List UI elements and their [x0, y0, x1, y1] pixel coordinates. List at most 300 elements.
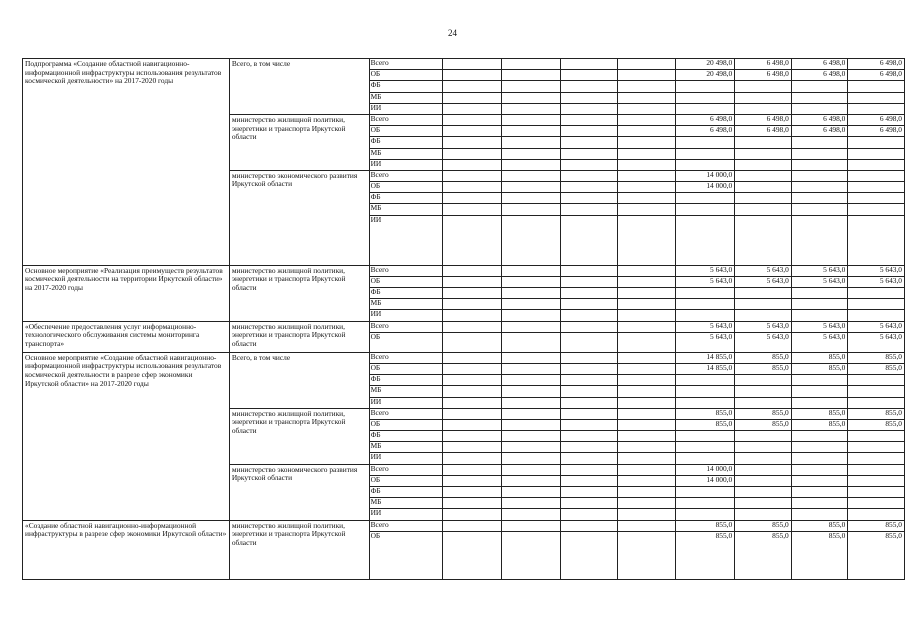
value-cell: 6 498,0 [791, 114, 848, 125]
value-cell [502, 276, 561, 287]
funding-source-cell: Всего [369, 265, 442, 276]
funding-source-cell: ОБ [369, 332, 442, 352]
funding-source-cell: ФБ [369, 193, 442, 204]
value-cell [735, 215, 792, 265]
value-cell [848, 215, 905, 265]
value-cell [561, 498, 618, 509]
value-cell: 5 643,0 [848, 276, 905, 287]
value-cell: 6 498,0 [675, 126, 735, 137]
value-cell [442, 431, 501, 442]
value-cell [561, 215, 618, 265]
table-row [23, 59, 905, 70]
value-cell [791, 487, 848, 498]
value-cell [618, 126, 675, 137]
value-cell: 6 498,0 [675, 114, 735, 125]
value-cell [561, 453, 618, 464]
value-cell [675, 159, 735, 170]
page-number: 24 [448, 28, 457, 38]
value-cell [848, 453, 905, 464]
value-cell [561, 408, 618, 419]
value-cell [848, 170, 905, 181]
value-cell [561, 332, 618, 352]
value-cell [618, 531, 675, 579]
value-cell: 855,0 [848, 531, 905, 579]
value-cell [675, 442, 735, 453]
table-row [23, 265, 905, 276]
value-cell [502, 193, 561, 204]
value-cell [502, 487, 561, 498]
value-cell: 6 498,0 [848, 59, 905, 70]
value-cell [675, 204, 735, 215]
executor-cell: министерство жилищной политики, энергетики и транспорта Иркутской области [229, 520, 369, 579]
value-cell [442, 397, 501, 408]
funding-source-cell: Всего [369, 170, 442, 181]
value-cell [735, 442, 792, 453]
value-cell: 5 643,0 [675, 265, 735, 276]
value-cell: 14 000,0 [675, 182, 735, 193]
value-cell [502, 92, 561, 103]
value-cell [442, 487, 501, 498]
value-cell: 6 498,0 [735, 126, 792, 137]
value-cell [561, 419, 618, 430]
value-cell [791, 397, 848, 408]
value-cell [791, 137, 848, 148]
value-cell [561, 276, 618, 287]
program-name-cell: «Обеспечение предоставления услуг информационно-технологического обслуживания системы мониторинга транспорта» [23, 321, 230, 352]
value-cell: 5 643,0 [735, 321, 792, 332]
value-cell [442, 182, 501, 193]
value-cell [442, 321, 501, 332]
value-cell [502, 453, 561, 464]
value-cell [791, 498, 848, 509]
value-cell [561, 442, 618, 453]
value-cell: 6 498,0 [735, 114, 792, 125]
value-cell [848, 509, 905, 520]
value-cell: 5 643,0 [791, 265, 848, 276]
value-cell [561, 193, 618, 204]
value-cell [791, 386, 848, 397]
value-cell [442, 299, 501, 310]
value-cell [442, 81, 501, 92]
value-cell [848, 431, 905, 442]
value-cell: 855,0 [791, 419, 848, 430]
value-cell [502, 159, 561, 170]
value-cell [561, 386, 618, 397]
value-cell [618, 520, 675, 531]
value-cell [735, 92, 792, 103]
value-cell [848, 159, 905, 170]
value-cell [442, 92, 501, 103]
value-cell [618, 375, 675, 386]
value-cell [442, 276, 501, 287]
value-cell [442, 453, 501, 464]
value-cell [735, 182, 792, 193]
value-cell [618, 509, 675, 520]
program-name-cell: Основное мероприятие «Реализация преимуществ результатов космической деятельности на территории Иркутской области» на 2017-2020 годы [23, 265, 230, 321]
value-cell [442, 498, 501, 509]
executor-cell: министерство жилищной политики, энергетики и транспорта Иркутской области [229, 114, 369, 170]
value-cell [735, 310, 792, 321]
value-cell [848, 375, 905, 386]
value-cell [848, 103, 905, 114]
value-cell [791, 204, 848, 215]
funding-source-cell: МБ [369, 386, 442, 397]
value-cell [735, 81, 792, 92]
value-cell [442, 126, 501, 137]
funding-source-cell: ФБ [369, 81, 442, 92]
value-cell: 855,0 [675, 531, 735, 579]
value-cell: 5 643,0 [675, 332, 735, 352]
value-cell [442, 204, 501, 215]
value-cell [618, 59, 675, 70]
budget-table [22, 58, 905, 580]
value-cell: 855,0 [848, 408, 905, 419]
value-cell [675, 299, 735, 310]
funding-source-cell: Всего [369, 520, 442, 531]
value-cell [791, 475, 848, 486]
value-cell: 6 498,0 [791, 126, 848, 137]
value-cell [502, 310, 561, 321]
value-cell [561, 170, 618, 181]
value-cell [618, 182, 675, 193]
program-name-cell: Подпрограмма «Создание областной навигационно-информационной инфраструктуры использования результатов космической деятельности» на 2017-2020 годы [23, 59, 230, 266]
value-cell [502, 352, 561, 363]
funding-source-cell: ФБ [369, 431, 442, 442]
funding-source-cell: ФБ [369, 288, 442, 299]
value-cell [618, 310, 675, 321]
value-cell [502, 148, 561, 159]
value-cell [618, 81, 675, 92]
value-cell [442, 137, 501, 148]
funding-source-cell: ИИ [369, 310, 442, 321]
value-cell [502, 137, 561, 148]
value-cell: 855,0 [735, 520, 792, 531]
value-cell [735, 170, 792, 181]
value-cell [618, 464, 675, 475]
funding-source-cell: МБ [369, 148, 442, 159]
value-cell [735, 148, 792, 159]
value-cell [675, 288, 735, 299]
value-cell [791, 431, 848, 442]
value-cell [848, 464, 905, 475]
value-cell [561, 70, 618, 81]
value-cell [848, 92, 905, 103]
value-cell [675, 487, 735, 498]
value-cell [791, 159, 848, 170]
value-cell [561, 114, 618, 125]
value-cell [735, 159, 792, 170]
funding-source-cell: ИИ [369, 159, 442, 170]
value-cell [735, 464, 792, 475]
value-cell: 5 643,0 [675, 276, 735, 287]
value-cell [618, 193, 675, 204]
value-cell [791, 288, 848, 299]
program-name-cell: «Создание областной навигационно-информационной инфраструктуры в разрезе сфер экономики Иркутской области» [23, 520, 230, 579]
executor-cell: министерство жилищной политики, энергетики и транспорта Иркутской области [229, 408, 369, 464]
value-cell [735, 397, 792, 408]
value-cell [791, 103, 848, 114]
value-cell [735, 386, 792, 397]
value-cell [502, 215, 561, 265]
value-cell [502, 419, 561, 430]
value-cell [618, 215, 675, 265]
value-cell [735, 103, 792, 114]
value-cell [442, 408, 501, 419]
value-cell [502, 59, 561, 70]
value-cell [618, 204, 675, 215]
value-cell [735, 375, 792, 386]
value-cell: 855,0 [791, 363, 848, 374]
funding-source-cell: МБ [369, 299, 442, 310]
funding-source-cell: ФБ [369, 375, 442, 386]
value-cell [442, 148, 501, 159]
value-cell [618, 265, 675, 276]
value-cell [502, 126, 561, 137]
value-cell: 5 643,0 [848, 265, 905, 276]
value-cell [561, 126, 618, 137]
value-cell: 855,0 [791, 520, 848, 531]
value-cell: 855,0 [848, 419, 905, 430]
value-cell [561, 397, 618, 408]
value-cell [502, 114, 561, 125]
funding-source-cell: ОБ [369, 70, 442, 81]
value-cell [502, 464, 561, 475]
executor-cell: Всего, в том числе [229, 59, 369, 115]
value-cell [848, 193, 905, 204]
value-cell [618, 487, 675, 498]
value-cell: 855,0 [735, 419, 792, 430]
funding-source-cell: МБ [369, 442, 442, 453]
value-cell [561, 321, 618, 332]
value-cell [618, 408, 675, 419]
value-cell [502, 475, 561, 486]
funding-source-cell: ОБ [369, 419, 442, 430]
value-cell [502, 408, 561, 419]
value-cell [502, 170, 561, 181]
value-cell [442, 288, 501, 299]
value-cell [735, 431, 792, 442]
value-cell: 855,0 [675, 520, 735, 531]
value-cell [675, 310, 735, 321]
value-cell [675, 103, 735, 114]
value-cell [618, 276, 675, 287]
funding-source-cell: МБ [369, 92, 442, 103]
value-cell [442, 363, 501, 374]
value-cell [618, 288, 675, 299]
value-cell [442, 159, 501, 170]
value-cell [618, 103, 675, 114]
value-cell [502, 386, 561, 397]
value-cell [442, 193, 501, 204]
value-cell [618, 137, 675, 148]
value-cell: 6 498,0 [735, 70, 792, 81]
value-cell [442, 215, 501, 265]
value-cell [791, 182, 848, 193]
value-cell [442, 386, 501, 397]
value-cell [561, 288, 618, 299]
value-cell [502, 397, 561, 408]
value-cell [848, 498, 905, 509]
executor-cell: министерство экономического развития Иркутской области [229, 464, 369, 520]
funding-source-cell: ОБ [369, 276, 442, 287]
value-cell: 14 000,0 [675, 475, 735, 486]
value-cell [735, 288, 792, 299]
value-cell [848, 386, 905, 397]
value-cell [675, 137, 735, 148]
value-cell [618, 363, 675, 374]
funding-source-cell: ФБ [369, 137, 442, 148]
value-cell [848, 137, 905, 148]
value-cell [675, 375, 735, 386]
value-cell [561, 464, 618, 475]
value-cell [618, 170, 675, 181]
value-cell [618, 321, 675, 332]
value-cell [561, 81, 618, 92]
value-cell: 855,0 [848, 363, 905, 374]
value-cell [442, 265, 501, 276]
value-cell [442, 70, 501, 81]
value-cell [502, 182, 561, 193]
value-cell [561, 520, 618, 531]
value-cell: 855,0 [735, 363, 792, 374]
value-cell: 6 498,0 [735, 59, 792, 70]
value-cell [561, 148, 618, 159]
value-cell: 5 643,0 [791, 332, 848, 352]
value-cell [791, 92, 848, 103]
value-cell [502, 81, 561, 92]
value-cell: 14 000,0 [675, 170, 735, 181]
funding-source-cell: Всего [369, 114, 442, 125]
value-cell [675, 509, 735, 520]
value-cell [675, 386, 735, 397]
value-cell [618, 419, 675, 430]
value-cell [675, 431, 735, 442]
value-cell: 855,0 [735, 352, 792, 363]
value-cell: 6 498,0 [791, 70, 848, 81]
value-cell [561, 375, 618, 386]
value-cell: 5 643,0 [735, 265, 792, 276]
value-cell [848, 299, 905, 310]
value-cell [502, 332, 561, 352]
value-cell: 855,0 [848, 352, 905, 363]
executor-cell: министерство жилищной политики, энергетики и транспорта Иркутской области [229, 321, 369, 352]
value-cell: 5 643,0 [735, 332, 792, 352]
value-cell [561, 310, 618, 321]
value-cell: 855,0 [735, 531, 792, 579]
funding-source-cell: ИИ [369, 509, 442, 520]
value-cell [618, 148, 675, 159]
value-cell [735, 299, 792, 310]
value-cell [675, 92, 735, 103]
funding-source-cell: ИИ [369, 215, 442, 265]
value-cell [502, 509, 561, 520]
value-cell [675, 193, 735, 204]
value-cell [618, 386, 675, 397]
value-cell [848, 81, 905, 92]
value-cell [502, 70, 561, 81]
value-cell [618, 498, 675, 509]
value-cell [735, 498, 792, 509]
value-cell [618, 442, 675, 453]
table-row [23, 321, 905, 332]
value-cell [442, 464, 501, 475]
value-cell: 20 498,0 [675, 59, 735, 70]
value-cell [561, 475, 618, 486]
value-cell [442, 375, 501, 386]
value-cell [561, 431, 618, 442]
value-cell [791, 170, 848, 181]
value-cell [848, 148, 905, 159]
value-cell [561, 509, 618, 520]
value-cell: 6 498,0 [848, 114, 905, 125]
value-cell: 855,0 [675, 408, 735, 419]
value-cell [848, 397, 905, 408]
value-cell [561, 531, 618, 579]
value-cell [442, 520, 501, 531]
funding-source-cell: МБ [369, 498, 442, 509]
value-cell [735, 509, 792, 520]
value-cell [502, 375, 561, 386]
value-cell [735, 475, 792, 486]
value-cell [735, 193, 792, 204]
value-cell [561, 487, 618, 498]
value-cell [848, 204, 905, 215]
value-cell: 14 000,0 [675, 464, 735, 475]
value-cell [561, 59, 618, 70]
funding-source-cell: ИИ [369, 453, 442, 464]
value-cell [848, 475, 905, 486]
value-cell: 855,0 [848, 520, 905, 531]
value-cell [442, 332, 501, 352]
value-cell [502, 204, 561, 215]
value-cell [848, 442, 905, 453]
value-cell [502, 321, 561, 332]
value-cell [618, 352, 675, 363]
value-cell [502, 363, 561, 374]
value-cell: 855,0 [675, 419, 735, 430]
funding-source-cell: ОБ [369, 363, 442, 374]
value-cell [442, 310, 501, 321]
value-cell [561, 92, 618, 103]
value-cell [442, 442, 501, 453]
value-cell [791, 464, 848, 475]
value-cell [791, 453, 848, 464]
value-cell [848, 487, 905, 498]
value-cell: 5 643,0 [791, 321, 848, 332]
funding-source-cell: Всего [369, 321, 442, 332]
value-cell [442, 352, 501, 363]
value-cell [561, 352, 618, 363]
program-name-cell: Основное мероприятие «Создание областной навигационно-информационной инфраструктуры использования результатов космической деятельности в разрезе сфер экономики Иркутской области» на 2017-2020 годы [23, 352, 230, 520]
value-cell: 855,0 [791, 352, 848, 363]
value-cell [442, 531, 501, 579]
value-cell [791, 509, 848, 520]
value-cell [675, 148, 735, 159]
value-cell [791, 81, 848, 92]
value-cell [791, 375, 848, 386]
value-cell [442, 114, 501, 125]
value-cell [675, 215, 735, 265]
value-cell [502, 103, 561, 114]
value-cell [502, 299, 561, 310]
funding-source-cell: МБ [369, 204, 442, 215]
funding-source-cell: ОБ [369, 182, 442, 193]
funding-source-cell: ОБ [369, 475, 442, 486]
value-cell: 5 643,0 [848, 332, 905, 352]
value-cell [618, 70, 675, 81]
value-cell [561, 182, 618, 193]
funding-source-cell: ФБ [369, 487, 442, 498]
